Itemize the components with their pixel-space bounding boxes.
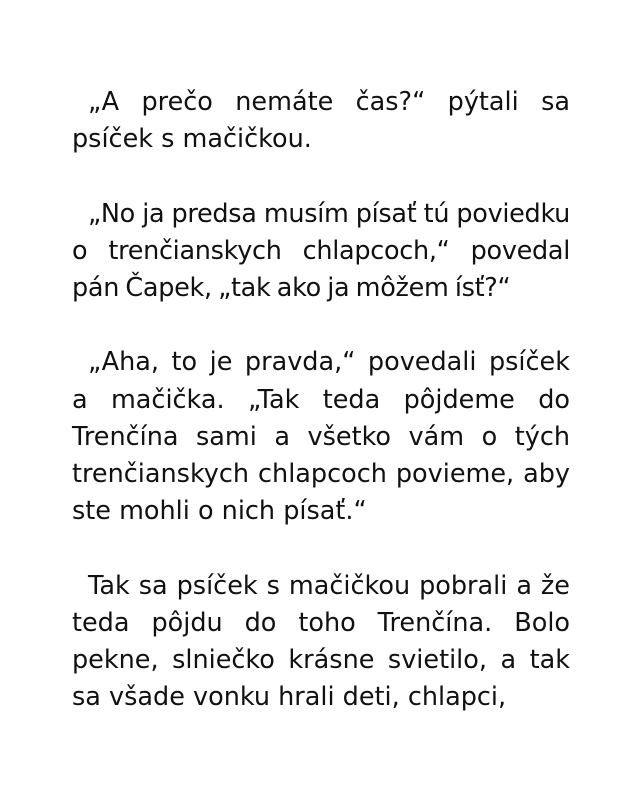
book-page — [72, 84, 570, 754]
paragraph-1: „A prečo nemáte čas?“ pýtali sa psíček s mačičkou. — [72, 87, 570, 155]
paragraph-4: Tak sa psíček s mačičkou pobrali a že teda pôjdu do toho Trenčína. Bolo pekne, slniečko krásne svietilo, a tak sa všade vonku hrali deti, chlapci, — [72, 570, 570, 713]
paragraph-2: „No ja predsa musím písať tú poviedku o trenčianskych chlapcoch,“ povedal pán Čapek, „tak ako ja môžem ísť?“ — [72, 198, 570, 303]
paragraph-3: „Aha, to je pravda,“ povedali psíček a mačička. „Tak teda pôjdeme do Trenčína sami a všetko vám o tých trenčianskych chlapcoch povieme, aby ste mohli o nich písať.“ — [72, 347, 570, 527]
